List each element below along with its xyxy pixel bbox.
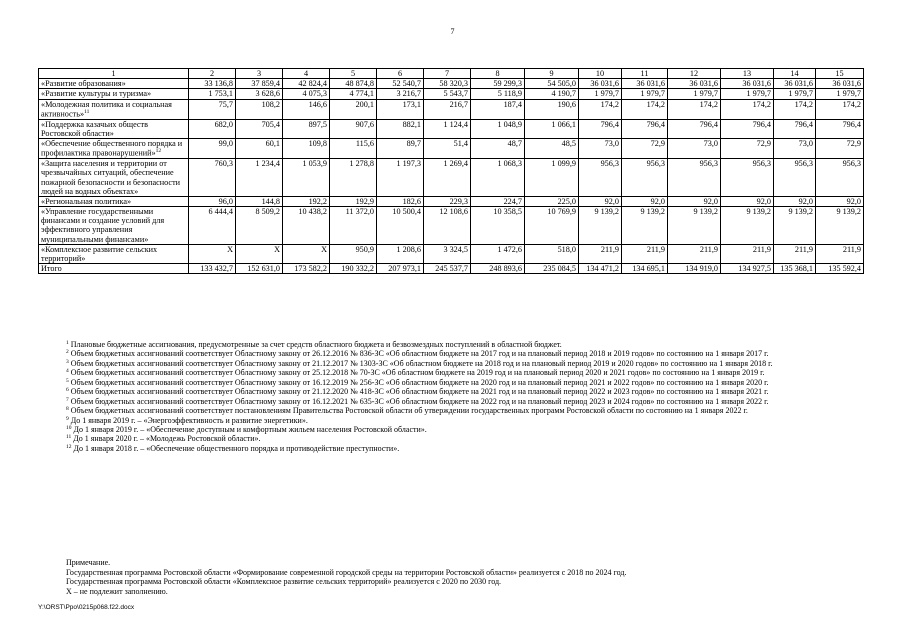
value-cell: 9 139,2: [668, 207, 721, 245]
value-cell: 225,0: [525, 196, 579, 206]
column-header: 7: [424, 69, 471, 79]
remarks-line: Х – не подлежит заполнению.: [66, 586, 168, 596]
value-cell: 248 893,6: [471, 264, 525, 274]
value-cell: 705,4: [236, 119, 283, 138]
value-cell: 48 874,8: [330, 79, 377, 89]
value-cell: 174,2: [622, 99, 668, 119]
value-cell: 9 139,2: [816, 207, 864, 245]
value-cell: 42 824,4: [283, 79, 330, 89]
footnote-number: 11: [66, 434, 72, 441]
value-cell: 207 973,1: [377, 264, 424, 274]
footnote-text: До 1 января 2019 г. – «Обеспечение доступным и комфортным жильем населения Ростовской области».: [73, 424, 427, 434]
value-cell: 36 031,6: [816, 79, 864, 89]
value-cell: 60,1: [236, 139, 283, 159]
table-row: [39, 89, 864, 99]
footnote: [38, 378, 863, 387]
value-cell: 211,9: [816, 244, 864, 263]
footnote: [38, 359, 863, 368]
footnote-number: 4: [66, 368, 69, 375]
column-header: 9: [525, 69, 579, 79]
remarks: [38, 558, 863, 596]
remarks-line: Государственная программа Ростовской области «Формирование современной городской среды на территории Ростовской области» реализуется с 2018 по 2024 год.: [66, 567, 627, 577]
value-cell: 134 471,2: [579, 264, 622, 274]
value-cell: 245 537,7: [424, 264, 471, 274]
value-cell: 956,3: [668, 159, 721, 197]
value-cell: 1 979,7: [668, 89, 721, 99]
value-cell: 187,4: [471, 99, 525, 119]
value-cell: 134 927,5: [721, 264, 774, 274]
value-cell: 58 320,3: [424, 79, 471, 89]
value-cell: 1 269,4: [424, 159, 471, 197]
value-cell: 796,4: [668, 119, 721, 138]
table-row: [39, 159, 864, 197]
program-name: [39, 196, 189, 206]
value-cell: 682,0: [189, 119, 236, 138]
value-cell: 152 631,0: [236, 264, 283, 274]
value-cell: 1 053,9: [283, 159, 330, 197]
value-cell: 796,4: [721, 119, 774, 138]
value-cell: 73,0: [579, 139, 622, 159]
value-cell: 4 075,3: [283, 89, 330, 99]
value-cell: 92,0: [721, 196, 774, 206]
value-cell: 1 068,3: [471, 159, 525, 197]
value-cell: 173,1: [377, 99, 424, 119]
value-cell: 1 472,6: [471, 244, 525, 263]
value-cell: 950,9: [330, 244, 377, 263]
value-cell: 48,5: [525, 139, 579, 159]
value-cell: 211,9: [668, 244, 721, 263]
value-cell: 59 299,3: [471, 79, 525, 89]
value-cell: 956,3: [622, 159, 668, 197]
footnote-text: Объем бюджетных ассигнований соответствует Областному закону от 21.12.2017 № 1303-ЗС «Об областном бюджете на 2018 год и на плановый период 2019 и 2020 годов» по состоянию на 1 января 2018 г.: [70, 358, 773, 368]
value-cell: 108,2: [236, 99, 283, 119]
value-cell: 882,1: [377, 119, 424, 138]
value-cell: 174,2: [579, 99, 622, 119]
value-cell: 956,3: [579, 159, 622, 197]
value-cell: 174,2: [774, 99, 816, 119]
value-cell: 224,7: [471, 196, 525, 206]
value-cell: 190 332,2: [330, 264, 377, 274]
file-path: Y:\ORST\Ppo\0215p068.f22.docx: [38, 604, 135, 611]
value-cell: 48,7: [471, 139, 525, 159]
value-cell: 1 979,7: [774, 89, 816, 99]
value-cell: 235 084,5: [525, 264, 579, 274]
footnote-number: 1: [66, 340, 69, 346]
column-header: 2: [189, 69, 236, 79]
value-cell: 73,0: [774, 139, 816, 159]
value-cell: X: [236, 244, 283, 263]
value-cell: 216,7: [424, 99, 471, 119]
table-row: [39, 139, 864, 159]
value-cell: 5 118,9: [471, 89, 525, 99]
program-name: [39, 79, 189, 89]
table-row: [39, 119, 864, 138]
value-cell: 229,3: [424, 196, 471, 206]
program-name-text: «Управление государственными финансами и создание условий для эффективного управления муниципальными финансами»: [41, 207, 165, 244]
program-name-text: Итого: [41, 264, 62, 274]
value-cell: 1 979,7: [816, 89, 864, 99]
column-header: 3: [236, 69, 283, 79]
program-name-text: «Региональная политика»: [41, 196, 132, 206]
value-cell: 10 358,5: [471, 207, 525, 245]
column-header: 12: [668, 69, 721, 79]
program-name-text: «Развитие культуры и туризма»: [41, 89, 152, 99]
value-cell: 133 432,7: [189, 264, 236, 274]
value-cell: 10 438,2: [283, 207, 330, 245]
footnote-text: До 1 января 2019 г. – «Энергоэффективность и развитие энергетики».: [70, 415, 308, 425]
footnote: [38, 340, 863, 349]
footnote: [38, 387, 863, 396]
value-cell: 518,0: [525, 244, 579, 263]
value-cell: 1 753,1: [189, 89, 236, 99]
column-header: 5: [330, 69, 377, 79]
value-cell: 146,6: [283, 99, 330, 119]
program-name: [39, 89, 189, 99]
footnote-number: 10: [66, 424, 72, 431]
value-cell: 10 500,4: [377, 207, 424, 245]
value-cell: 3 324,5: [424, 244, 471, 263]
budget-table: [38, 68, 864, 274]
value-cell: 796,4: [816, 119, 864, 138]
program-name: [39, 244, 189, 263]
footnote-text: Объем бюджетных ассигнований соответствует постановлениям Правительства Ростовской области об утверждении государственных программ Ростовской области по состоянию на 1 января 2022 г.: [70, 406, 748, 416]
value-cell: 9 139,2: [721, 207, 774, 245]
value-cell: 192,2: [283, 196, 330, 206]
value-cell: 1 066,1: [525, 119, 579, 138]
value-cell: 897,5: [283, 119, 330, 138]
value-cell: 9 139,2: [774, 207, 816, 245]
column-header: 10: [579, 69, 622, 79]
value-cell: 36 031,6: [579, 79, 622, 89]
value-cell: X: [283, 244, 330, 263]
value-cell: 8 509,2: [236, 207, 283, 245]
value-cell: 92,0: [579, 196, 622, 206]
remarks-line: Государственная программа Ростовской области «Комплексное развитие сельских территорий» реализуется с 2020 по 2030 год.: [66, 577, 502, 587]
value-cell: 115,6: [330, 139, 377, 159]
value-cell: 174,2: [668, 99, 721, 119]
value-cell: 36 031,6: [622, 79, 668, 89]
value-cell: 92,0: [816, 196, 864, 206]
value-cell: 1 048,9: [471, 119, 525, 138]
value-cell: 92,0: [622, 196, 668, 206]
program-name: [39, 119, 189, 138]
value-cell: 36 031,6: [721, 79, 774, 89]
value-cell: 174,2: [721, 99, 774, 119]
program-name: [39, 207, 189, 245]
column-header: 1: [39, 69, 189, 79]
value-cell: 1 979,7: [579, 89, 622, 99]
footnote: [38, 425, 863, 434]
value-cell: 192,9: [330, 196, 377, 206]
footnote-ref: 12: [155, 148, 162, 155]
value-cell: 12 108,6: [424, 207, 471, 245]
page-number: 7: [450, 27, 455, 36]
value-cell: 36 031,6: [668, 79, 721, 89]
value-cell: 182,6: [377, 196, 424, 206]
value-cell: 956,3: [774, 159, 816, 197]
value-cell: 200,1: [330, 99, 377, 119]
footnote-text: До 1 января 2018 г. – «Обеспечение общественного порядка и противодействие преступности».: [73, 443, 400, 453]
table-row: [39, 244, 864, 263]
value-cell: 4 774,1: [330, 89, 377, 99]
column-header: 13: [721, 69, 774, 79]
value-cell: 907,6: [330, 119, 377, 138]
value-cell: 33 136,8: [189, 79, 236, 89]
value-cell: 135 592,4: [816, 264, 864, 274]
value-cell: 51,4: [424, 139, 471, 159]
value-cell: 1 234,4: [236, 159, 283, 197]
value-cell: 6 444,4: [189, 207, 236, 245]
value-cell: 36 031,6: [774, 79, 816, 89]
value-cell: 73,0: [668, 139, 721, 159]
footnote-text: Объем бюджетных ассигнований соответствует Областному закону от 16.12.2021 № 635-ЗС «Об областном бюджете на 2022 год и на плановый период 2023 и 2024 годов» по состоянию на 1 января 2022 г.: [70, 396, 769, 406]
column-header: 15: [816, 69, 864, 79]
value-cell: 211,9: [622, 244, 668, 263]
table-row: [39, 196, 864, 206]
footnote: [38, 368, 863, 377]
footnote-number: 8: [66, 406, 69, 413]
footnote-number: 12: [66, 443, 72, 450]
value-cell: 4 190,7: [525, 89, 579, 99]
value-cell: 92,0: [668, 196, 721, 206]
footnote-number: 5: [66, 377, 69, 384]
value-cell: 956,3: [816, 159, 864, 197]
value-cell: 89,7: [377, 139, 424, 159]
program-name: [39, 139, 189, 159]
value-cell: 760,3: [189, 159, 236, 197]
value-cell: 1 197,3: [377, 159, 424, 197]
footnote: [38, 434, 863, 443]
program-name: [39, 99, 189, 119]
footnote-text: Плановые бюджетные ассигнования, предусмотренные за счет средств областного бюджета и безвозмездных поступлений в областной бюджет.: [70, 340, 562, 349]
table-header-row: [39, 69, 864, 79]
footnote-text: Объем бюджетных ассигнований соответствует Областному закону от 25.12.2018 № 70-ЗС «Об областном бюджете на 2019 год и на плановый период 2020 и 2021 годов» по состоянию на 1 января 2019 г.: [70, 368, 765, 378]
value-cell: 3 628,6: [236, 89, 283, 99]
footnotes: [38, 340, 863, 453]
footnote: [38, 349, 863, 358]
program-name-text: «Поддержка казачьих обществ Ростовской области»: [41, 119, 148, 138]
program-name-text: «Комплексное развитие сельских территорий»: [41, 244, 158, 264]
value-cell: 956,3: [721, 159, 774, 197]
footnote: [38, 406, 863, 415]
column-header: 4: [283, 69, 330, 79]
footnote: [38, 416, 863, 425]
program-name-text: «Молодежная политика и социальная активность»: [41, 99, 172, 119]
footnote-text: Объем бюджетных ассигнований соответствует Областному закону от 21.12.2020 № 418-ЗС «Об областном бюджете на 2021 год и на плановый период 2022 и 2023 годов» по состоянию на 1 января 2021 г.: [70, 387, 769, 397]
footnote-ref: 11: [84, 108, 90, 115]
value-cell: 796,4: [579, 119, 622, 138]
value-cell: 1 979,7: [622, 89, 668, 99]
value-cell: 1 099,9: [525, 159, 579, 197]
value-cell: 72,9: [622, 139, 668, 159]
value-cell: 96,0: [189, 196, 236, 206]
value-cell: 109,8: [283, 139, 330, 159]
value-cell: 11 372,0: [330, 207, 377, 245]
column-header: 8: [471, 69, 525, 79]
value-cell: 1 979,7: [721, 89, 774, 99]
footnote-number: 2: [66, 349, 69, 356]
value-cell: 173 582,2: [283, 264, 330, 274]
value-cell: 134 695,1: [622, 264, 668, 274]
value-cell: 72,9: [721, 139, 774, 159]
value-cell: 5 543,7: [424, 89, 471, 99]
footnote-text: До 1 января 2020 г. – «Молодежь Ростовской области».: [73, 434, 261, 444]
value-cell: 174,2: [816, 99, 864, 119]
value-cell: 796,4: [774, 119, 816, 138]
table-row: [39, 264, 864, 274]
value-cell: 72,9: [816, 139, 864, 159]
value-cell: 1 124,4: [424, 119, 471, 138]
value-cell: 75,7: [189, 99, 236, 119]
value-cell: 796,4: [622, 119, 668, 138]
footnote: [38, 397, 863, 406]
value-cell: 9 139,2: [579, 207, 622, 245]
value-cell: 144,8: [236, 196, 283, 206]
footnote-number: 9: [66, 415, 69, 422]
remarks-title: Примечание.: [66, 558, 111, 567]
footnote: [38, 444, 863, 453]
value-cell: 37 859,4: [236, 79, 283, 89]
value-cell: 9 139,2: [622, 207, 668, 245]
value-cell: 211,9: [721, 244, 774, 263]
program-name: [39, 159, 189, 197]
column-header: 11: [622, 69, 668, 79]
value-cell: 190,6: [525, 99, 579, 119]
table-row: [39, 207, 864, 245]
program-name-text: «Защита населения и территории от чрезвычайных ситуаций, обеспечение пожарной безопасности и безопасности людей на водных объектах»: [41, 159, 181, 196]
value-cell: 10 769,9: [525, 207, 579, 245]
footnote-number: 3: [66, 358, 69, 365]
value-cell: 211,9: [774, 244, 816, 263]
value-cell: 211,9: [579, 244, 622, 263]
column-header: 6: [377, 69, 424, 79]
footnote-number: 7: [66, 396, 69, 403]
program-name-text: «Развитие образования»: [41, 79, 126, 89]
program-name-text: «Обеспечение общественного порядка и профилактика правонарушений»: [41, 139, 183, 158]
column-header: 14: [774, 69, 816, 79]
value-cell: 1 208,6: [377, 244, 424, 263]
value-cell: 92,0: [774, 196, 816, 206]
table-row: [39, 99, 864, 119]
value-cell: 3 216,7: [377, 89, 424, 99]
value-cell: X: [189, 244, 236, 263]
value-cell: 135 368,1: [774, 264, 816, 274]
value-cell: 99,0: [189, 139, 236, 159]
value-cell: 52 540,7: [377, 79, 424, 89]
table-row: [39, 79, 864, 89]
value-cell: 134 919,0: [668, 264, 721, 274]
footnote-number: 6: [66, 387, 69, 394]
footnote-text: Объем бюджетных ассигнований соответствует Областному закону от 16.12.2019 № 256-ЗС «Об областном бюджете на 2020 год и на плановый период 2021 и 2022 годов» по состоянию на 1 января 2020 г.: [70, 377, 769, 387]
program-name: [39, 264, 189, 274]
value-cell: 54 505,0: [525, 79, 579, 89]
value-cell: 1 278,8: [330, 159, 377, 197]
footnote-text: Объем бюджетных ассигнований соответствует Областному закону от 26.12.2016 № 836-ЗС «Об областном бюджете на 2017 год и на плановый период 2018 и 2019 годов» по состоянию на 1 января 2017 г.: [70, 349, 769, 359]
